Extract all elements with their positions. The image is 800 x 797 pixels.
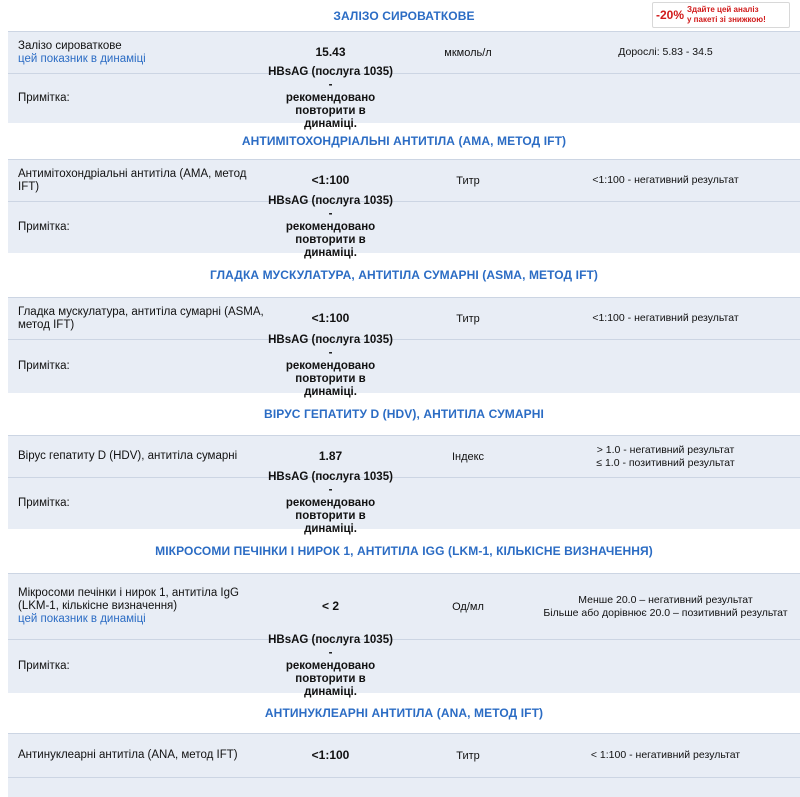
test-value: <1:100 bbox=[311, 748, 350, 762]
result-row bbox=[8, 435, 800, 477]
note-label: Примітка: bbox=[18, 92, 70, 104]
section-title: ВІРУС ГЕПАТИТУ D (HDV), АНТИТІЛА СУМАРНІ bbox=[264, 407, 544, 421]
note-row bbox=[8, 334, 800, 398]
note-label: Примітка: bbox=[18, 497, 70, 509]
note-label: Примітка: bbox=[18, 221, 70, 233]
dynamics-link[interactable]: цей показник в динаміці bbox=[18, 613, 146, 625]
promo-badge[interactable] bbox=[652, 2, 790, 28]
section-header bbox=[8, 253, 800, 297]
note-row bbox=[8, 66, 800, 130]
dynamics-link[interactable]: цей показник в динаміці bbox=[18, 52, 146, 65]
result-row bbox=[8, 31, 800, 73]
note-label: Примітка: bbox=[18, 660, 70, 672]
test-name: Вірус гепатиту D (HDV), антитіла сумарні bbox=[18, 450, 238, 462]
section-header bbox=[8, 123, 800, 159]
test-unit: мкмоль/л bbox=[444, 46, 492, 59]
test-name: Залізо сироваткове bbox=[18, 39, 122, 52]
promo-percent: -20% bbox=[655, 8, 684, 22]
note-text: HBsAG (послуга 1035) - рекомендовано повторити в динаміці. bbox=[268, 66, 393, 130]
note-label: Примітка: bbox=[18, 360, 70, 372]
section-header bbox=[8, 693, 800, 733]
result-row bbox=[8, 733, 800, 777]
note-row bbox=[8, 634, 800, 698]
section-title: АНТИМІТОХОНДРІАЛЬНІ АНТИТІЛА (AMA, МЕТОД IFT) bbox=[241, 134, 567, 148]
section-header bbox=[8, 0, 800, 31]
test-value: 1.87 bbox=[318, 449, 343, 463]
section-title: МІКРОСОМИ ПЕЧІНКИ І НИРОК 1, АНТИТІЛА IGG (LKM-1, КІЛЬКІСНЕ ВИЗНАЧЕННЯ) bbox=[155, 544, 653, 558]
test-reference: <1:100 - негативний результат bbox=[592, 312, 739, 325]
note-row bbox=[8, 471, 800, 535]
test-unit: Титр bbox=[456, 174, 480, 187]
test-name: Мікросоми печінки і нирок 1, антитіла IgG (LKM-1, кількісне визначення) bbox=[18, 587, 239, 612]
result-row bbox=[8, 573, 800, 639]
test-reference: <1:100 - негативний результат bbox=[592, 174, 739, 187]
note-row bbox=[8, 195, 800, 259]
test-reference: Менше 20.0 – негативний результат Більше або дорівнює 20.0 – позитивний результат bbox=[543, 594, 788, 619]
test-name: Антинуклеарні антитіла (ANA, метод IFT) bbox=[18, 749, 238, 761]
test-reference: Дорослі: 5.83 - 34.5 bbox=[618, 46, 713, 59]
test-unit: Титр bbox=[456, 749, 480, 762]
test-value: 15.43 bbox=[315, 45, 346, 59]
note-row bbox=[8, 777, 800, 797]
result-row bbox=[8, 297, 800, 339]
test-unit: Од/мл bbox=[452, 600, 484, 613]
test-reference: > 1.0 - негативний результат ≤ 1.0 - позитивний результат bbox=[596, 444, 735, 469]
test-value: < 2 bbox=[321, 599, 339, 613]
section-title: ЗАЛІЗО СИРОВАТКОВЕ bbox=[333, 8, 475, 23]
section-header bbox=[8, 529, 800, 573]
test-value: <1:100 bbox=[311, 173, 350, 187]
test-value: <1:100 bbox=[311, 311, 350, 325]
section-header bbox=[8, 393, 800, 435]
note-text: HBsAG (послуга 1035) - рекомендовано повторити в динаміці. bbox=[268, 471, 393, 535]
note-text: HBsAG (послуга 1035) - рекомендовано повторити в динаміці. bbox=[268, 334, 393, 398]
result-row bbox=[8, 159, 800, 201]
promo-text: Здайте цей аналіз у пакеті зі знижкою! bbox=[687, 5, 766, 24]
test-name: Гладка мускулатура, антитіла сумарні (ASMA, метод IFT) bbox=[18, 305, 264, 331]
section-title: АНТИНУКЛЕАРНІ АНТИТІЛА (ANA, МЕТОД IFT) bbox=[264, 706, 544, 720]
section-title: ГЛАДКА МУСКУЛАТУРА, АНТИТІЛА СУМАРНІ (ASMA, МЕТОД IFT) bbox=[209, 268, 599, 282]
test-name: Антимітохондріальні антитіла (AMA, метод IFT) bbox=[18, 167, 247, 193]
note-text: HBsAG (послуга 1035) - рекомендовано повторити в динаміці. bbox=[268, 634, 393, 698]
test-unit: Титр bbox=[456, 312, 480, 325]
test-unit: Індекс bbox=[451, 450, 485, 463]
note-text: HBsAG (послуга 1035) - рекомендовано повторити в динаміці. bbox=[268, 195, 393, 259]
test-reference: < 1:100 - негативний результат bbox=[590, 749, 741, 762]
